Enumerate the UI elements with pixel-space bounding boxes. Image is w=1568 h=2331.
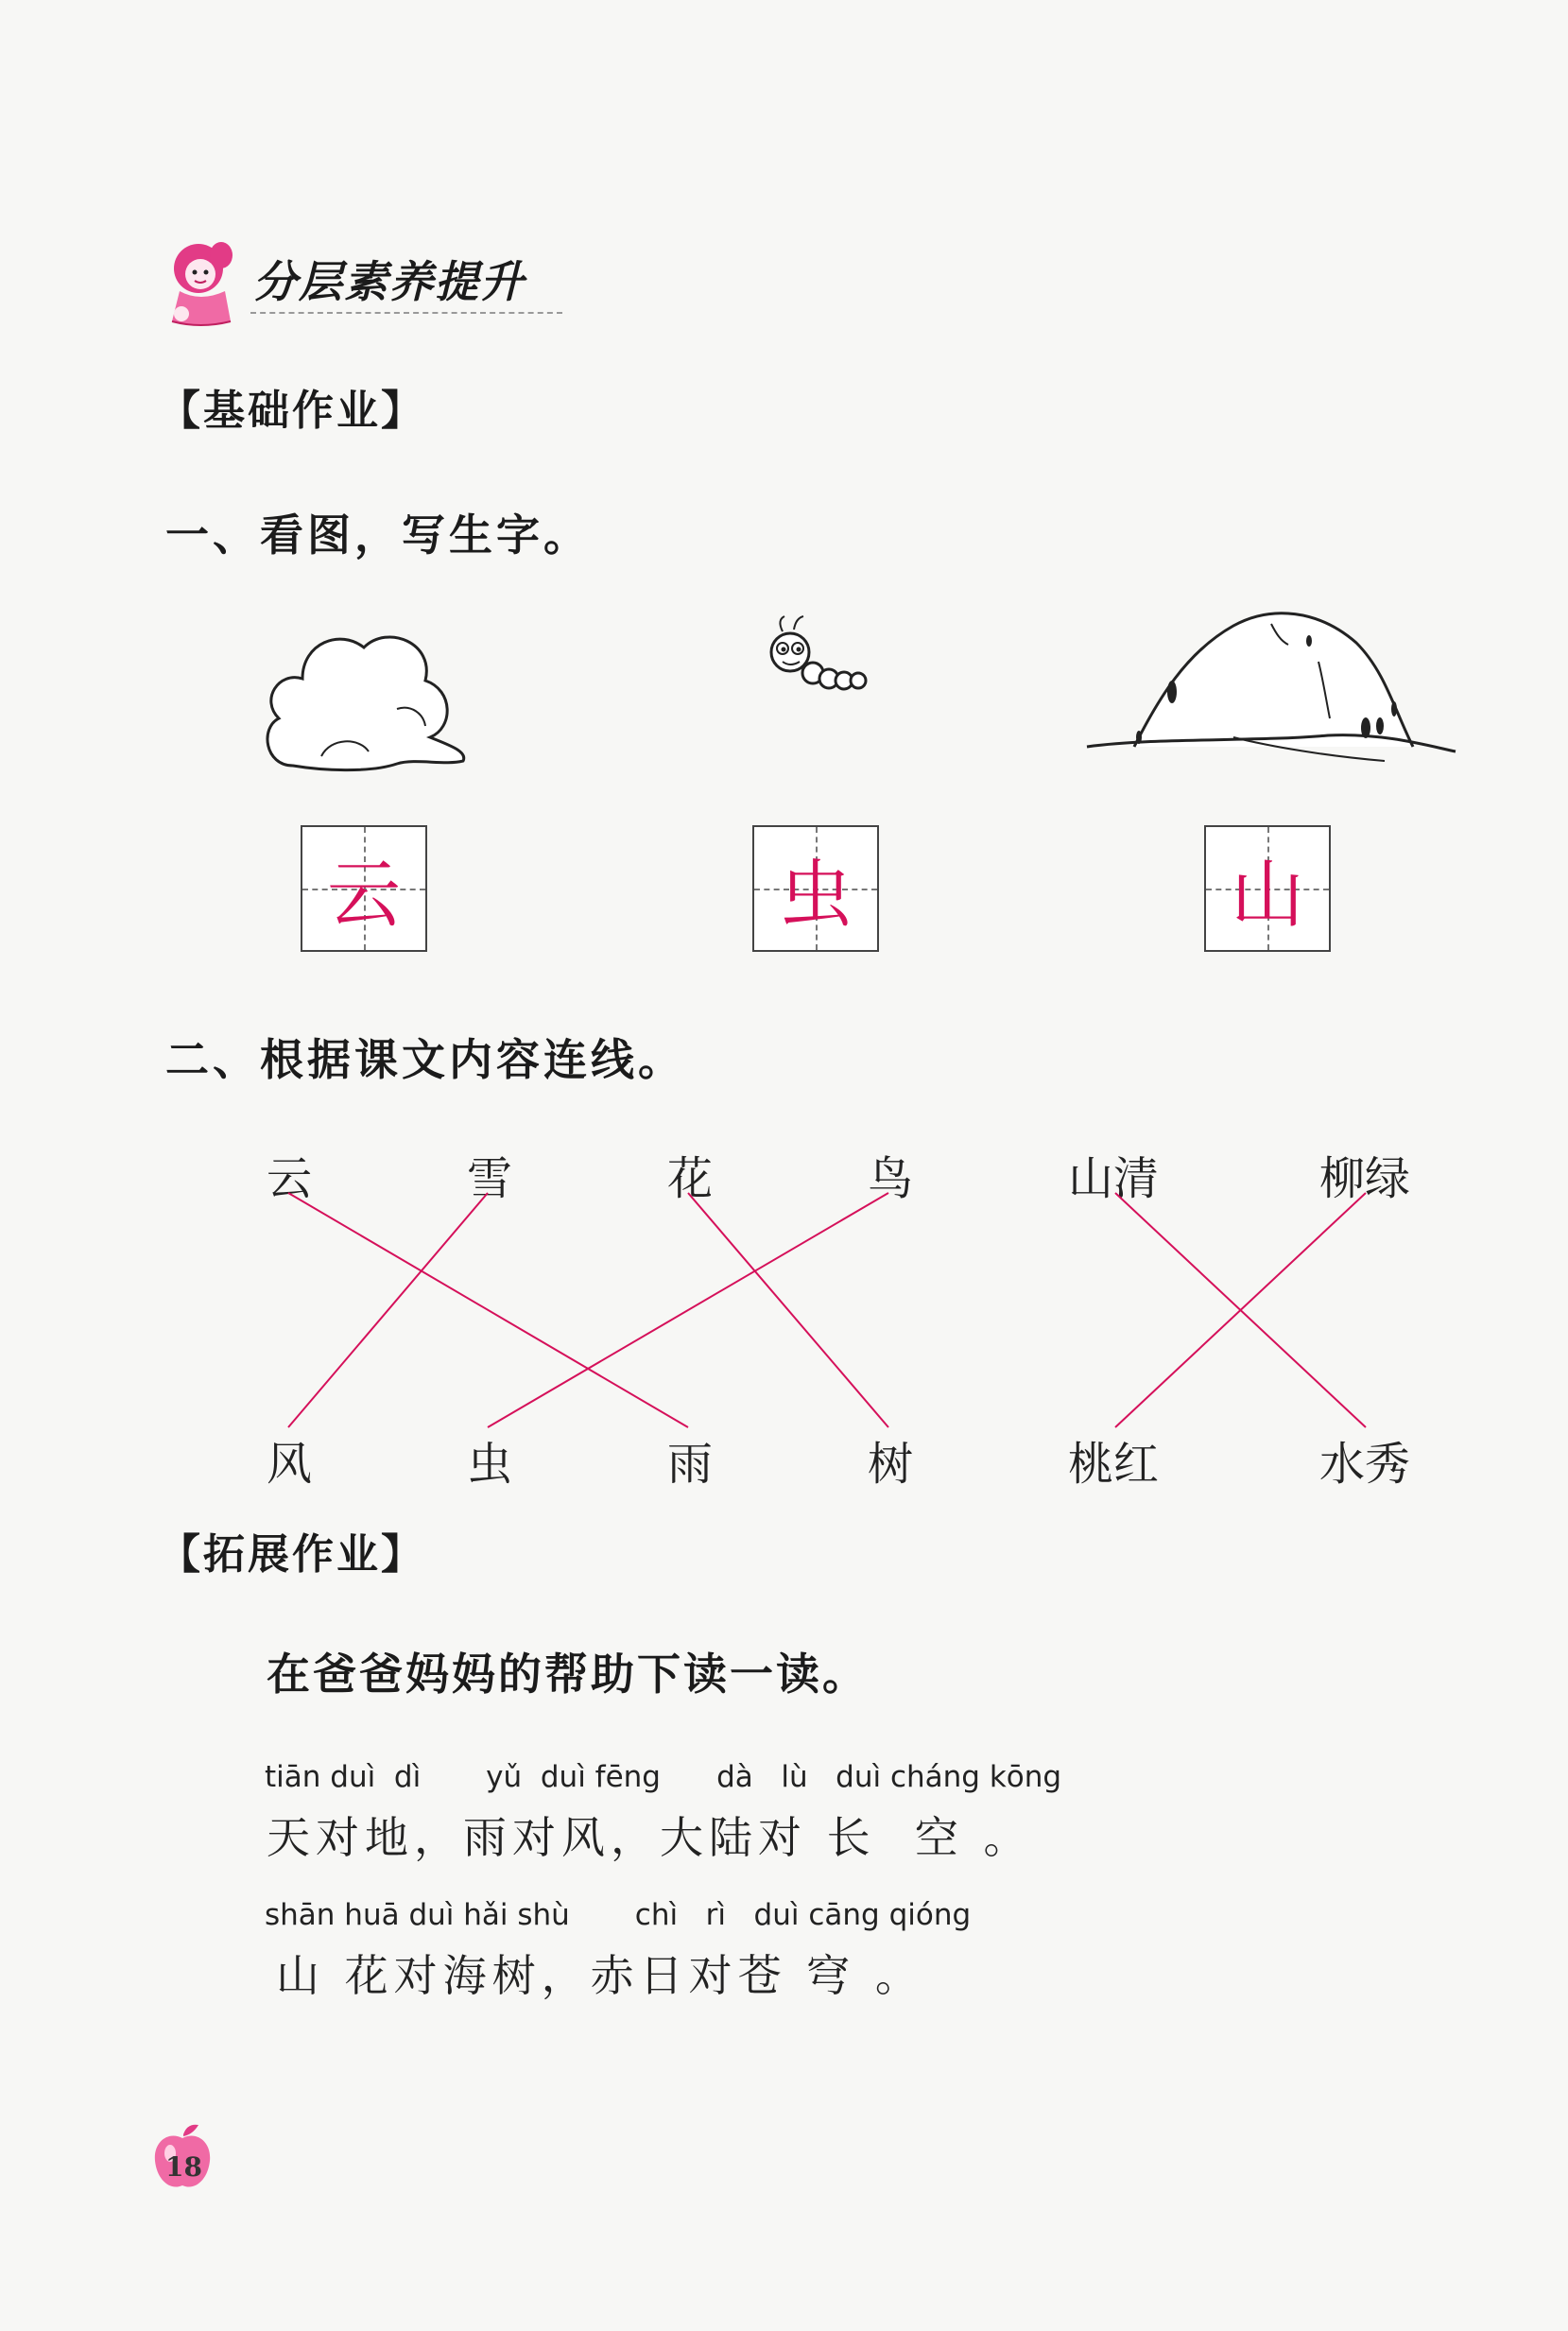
- match-top-3[interactable]: 花: [667, 1152, 714, 1205]
- answer-char-3: 山: [1230, 853, 1304, 938]
- answer-char-1: 云: [326, 853, 401, 938]
- answer-char-2: 虫: [778, 853, 853, 938]
- match-bottom-4[interactable]: 树: [868, 1438, 914, 1491]
- poem-line-1-pinyin: tiān duì dì yǔ duì fēng dà lù duì cháng kōng: [265, 1760, 1062, 1794]
- question-2-title: 二、根据课文内容连线。: [165, 1034, 685, 1085]
- section-extended-heading: 【拓展作业】: [159, 1530, 425, 1579]
- poem-line-2: 山 花对海树，赤日对苍 穹 。: [276, 1950, 924, 2001]
- question-1-title: 一、看图，写生字。: [165, 509, 591, 561]
- match-top-2[interactable]: 雪: [467, 1152, 513, 1205]
- match-top-1[interactable]: 云: [267, 1152, 313, 1205]
- page-number: 18: [165, 2151, 202, 2183]
- match-bottom-1[interactable]: 风: [267, 1438, 313, 1491]
- poem-line-2-pinyin: shān huā duì hǎi shù chì rì duì cāng qióng: [265, 1898, 972, 1932]
- match-bottom-5[interactable]: 桃红: [1068, 1438, 1160, 1491]
- match-top-4[interactable]: 鸟: [868, 1152, 914, 1205]
- match-line-1: [288, 1193, 688, 1427]
- section-basic-heading: 【基础作业】: [159, 387, 425, 435]
- match-line-4: [488, 1193, 888, 1427]
- match-bottom-3[interactable]: 雨: [667, 1438, 714, 1491]
- match-top-5[interactable]: 山清: [1068, 1152, 1160, 1205]
- poem-line-1: 天对地，雨对风，大陆对 长 空 。: [267, 1812, 1033, 1863]
- match-line-2: [288, 1193, 488, 1427]
- banner-title: 分层素养提升: [253, 256, 526, 307]
- match-bottom-6[interactable]: 水秀: [1319, 1438, 1411, 1491]
- match-line-3: [688, 1193, 888, 1427]
- match-top-6[interactable]: 柳绿: [1319, 1152, 1411, 1205]
- match-bottom-2[interactable]: 虫: [467, 1438, 513, 1491]
- reading-intro: 在爸爸妈妈的帮助下读一读。: [267, 1649, 869, 1700]
